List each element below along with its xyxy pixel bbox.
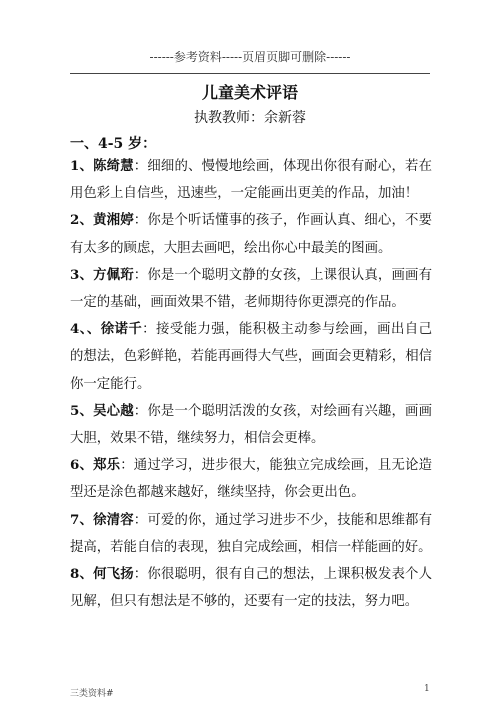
comment-text: ：细细的、慢慢地绘画，体现出你很有耐心，若在用色彩上自信些，迅速些，一定能画出更美的作品，加油！ xyxy=(70,159,433,202)
comment-entry-8 xyxy=(70,561,432,615)
entry-prefix: 6、 xyxy=(70,457,94,474)
student-name: 郑乐 xyxy=(93,457,121,474)
comment-entry-4 xyxy=(70,316,432,398)
document-title: 儿童美术评语 xyxy=(201,83,298,102)
student-name: 何飞扬 xyxy=(93,566,134,583)
footer-label: 三类资料# xyxy=(70,689,114,699)
section-heading: 一、4-5 岁： xyxy=(70,136,157,152)
entry-prefix: 8、 xyxy=(70,566,94,583)
entry-prefix: 5、 xyxy=(70,402,94,419)
comment-entry-3 xyxy=(70,262,432,316)
comment-text: ：你是一个聪明文静的女孩，上课很认真，画画有一定的基础，画面效果不错，老师期待你更漂亮的作品。 xyxy=(70,267,433,311)
page-number: 1 xyxy=(424,684,430,694)
comment-text: ：通过学习，进步很大，能独立完成绘画，且无论造型还是涂色都越来越好，继续坚持，你会更出色。 xyxy=(70,458,433,501)
header-divider xyxy=(70,73,430,74)
student-name: 徐诺千 xyxy=(100,321,143,338)
comment-entry-1 xyxy=(70,153,432,207)
entry-prefix: 4、、 xyxy=(70,321,101,338)
comment-list xyxy=(70,153,432,615)
comment-text: ：你是个听话懂事的孩子，作画认真、细心，不要有太多的顾虑，大胆去画吧，绘出你心中最美的图画。 xyxy=(70,213,433,256)
entry-prefix: 3、 xyxy=(70,266,94,283)
teacher-line: 执教教师：余新蓉 xyxy=(194,110,306,126)
comment-entry-5 xyxy=(70,398,432,452)
page-header: ------参考资料-----页眉页脚可删除------ xyxy=(149,50,351,64)
comment-entry-7 xyxy=(70,507,432,561)
comment-text: ：你很聪明，很有自己的想法，上课积极发表个人见解，但只有想法是不够的，还要有一定的技法，努力吧。 xyxy=(70,567,433,610)
entry-prefix: 2、 xyxy=(70,212,94,229)
comment-text: ：可爱的你，通过学习进步不少，技能和思维都有提高，若能自信的表现，独自完成绘画，相信一样能画的好。 xyxy=(70,512,433,555)
comment-entry-6 xyxy=(70,452,432,506)
entry-prefix: 7、 xyxy=(70,511,94,528)
student-name: 黄湘婷 xyxy=(93,212,134,229)
student-name: 陈绮慧 xyxy=(93,158,134,174)
comment-text: ：接受能力强，能积极主动参与绘画，画出自己的想法，色彩鲜艳，若能再画得大气些，画面会更精彩，相信你一定能行。 xyxy=(70,322,433,392)
student-name: 方佩珩 xyxy=(93,266,134,283)
student-name: 徐清容 xyxy=(93,511,134,528)
comment-text: ：你是一个聪明活泼的女孩，对绘画有兴趣，画画大胆，效果不错，继续努力，相信会更棒。 xyxy=(70,403,433,447)
student-name: 吴心越 xyxy=(93,402,134,419)
entry-prefix: 1、 xyxy=(70,158,94,174)
comment-entry-2 xyxy=(70,207,432,261)
